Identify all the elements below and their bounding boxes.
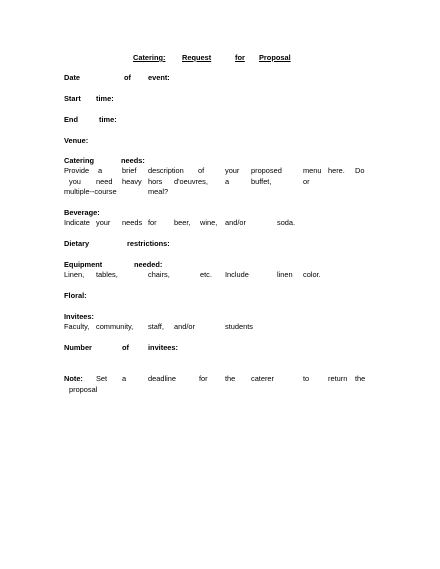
- body-word: and/or: [174, 322, 195, 331]
- body-word: the: [225, 374, 236, 383]
- body-word: Include: [225, 270, 249, 279]
- body-word: multiple--course: [64, 187, 117, 196]
- body-word: a: [225, 177, 230, 186]
- title-word: Request: [182, 53, 212, 62]
- body-word: deadline: [148, 374, 176, 383]
- body-word: for: [199, 374, 208, 383]
- body-word: Do: [355, 166, 365, 175]
- body-word: your: [225, 166, 240, 175]
- body-word: for: [148, 218, 157, 227]
- field-label: invitees:: [148, 343, 178, 352]
- body-word: of: [198, 166, 205, 175]
- field-label: Start: [64, 94, 81, 103]
- body-word: brief: [122, 166, 137, 175]
- body-word: a: [122, 374, 127, 383]
- section-heading: needed:: [134, 260, 163, 269]
- body-word: the: [355, 374, 366, 383]
- body-word: tables,: [96, 270, 118, 279]
- body-word: students: [225, 322, 253, 331]
- body-word: d'oeuvres,: [174, 177, 208, 186]
- section-heading: Beverage:: [64, 208, 100, 217]
- body-word: menu: [303, 166, 322, 175]
- body-word: staff,: [148, 322, 164, 331]
- field-label: of: [122, 343, 129, 352]
- body-word: community,: [96, 322, 134, 331]
- field-label: time:: [96, 94, 114, 103]
- section-heading: Catering: [64, 156, 94, 165]
- body-word: you: [69, 177, 81, 186]
- body-word: caterer: [251, 374, 275, 383]
- body-word: or: [303, 177, 310, 186]
- body-word: to: [303, 374, 310, 383]
- body-word: needs: [122, 218, 143, 227]
- body-word: Linen,: [64, 270, 85, 279]
- note-label: Note:: [64, 374, 83, 383]
- body-word: heavy: [122, 177, 142, 186]
- field-label: Number: [64, 343, 92, 352]
- body-word: soda.: [277, 218, 296, 227]
- field-label: time:: [99, 115, 117, 124]
- body-word: description: [148, 166, 184, 175]
- body-word: meal?: [148, 187, 169, 196]
- body-word: your: [96, 218, 111, 227]
- field-label: Date: [64, 73, 81, 82]
- body-word: beer,: [174, 218, 191, 227]
- title-word: Catering:: [133, 53, 166, 62]
- body-word: need: [96, 177, 113, 186]
- body-word: Provide: [64, 166, 90, 175]
- field-label: Dietary: [64, 239, 90, 248]
- body-word: a: [98, 166, 103, 175]
- body-word: proposed: [251, 166, 282, 175]
- field-label: End: [64, 115, 78, 124]
- section-heading: Invitees:: [64, 312, 94, 321]
- body-word: return: [328, 374, 348, 383]
- body-word: and/or: [225, 218, 246, 227]
- body-word: Set: [96, 374, 108, 383]
- body-word: buffet,: [251, 177, 272, 186]
- body-word: wine,: [200, 218, 218, 227]
- section-heading: needs:: [121, 156, 145, 165]
- floral-label: Floral:: [64, 291, 87, 300]
- title-word: Proposal: [259, 53, 291, 62]
- title-word: for: [235, 53, 245, 62]
- body-word: Faculty,: [64, 322, 90, 331]
- body-word: hors: [148, 177, 163, 186]
- body-word: linen: [277, 270, 293, 279]
- field-label: event:: [148, 73, 170, 82]
- body-word: here.: [328, 166, 345, 175]
- body-word: chairs,: [148, 270, 170, 279]
- section-heading: Equipment: [64, 260, 103, 269]
- body-word: color.: [303, 270, 321, 279]
- field-label: of: [124, 73, 131, 82]
- field-label: restrictions:: [127, 239, 170, 248]
- body-word: proposal: [69, 385, 98, 394]
- body-word: Indicate: [64, 218, 90, 227]
- body-word: etc.: [200, 270, 212, 279]
- venue-label: Venue:: [64, 136, 89, 145]
